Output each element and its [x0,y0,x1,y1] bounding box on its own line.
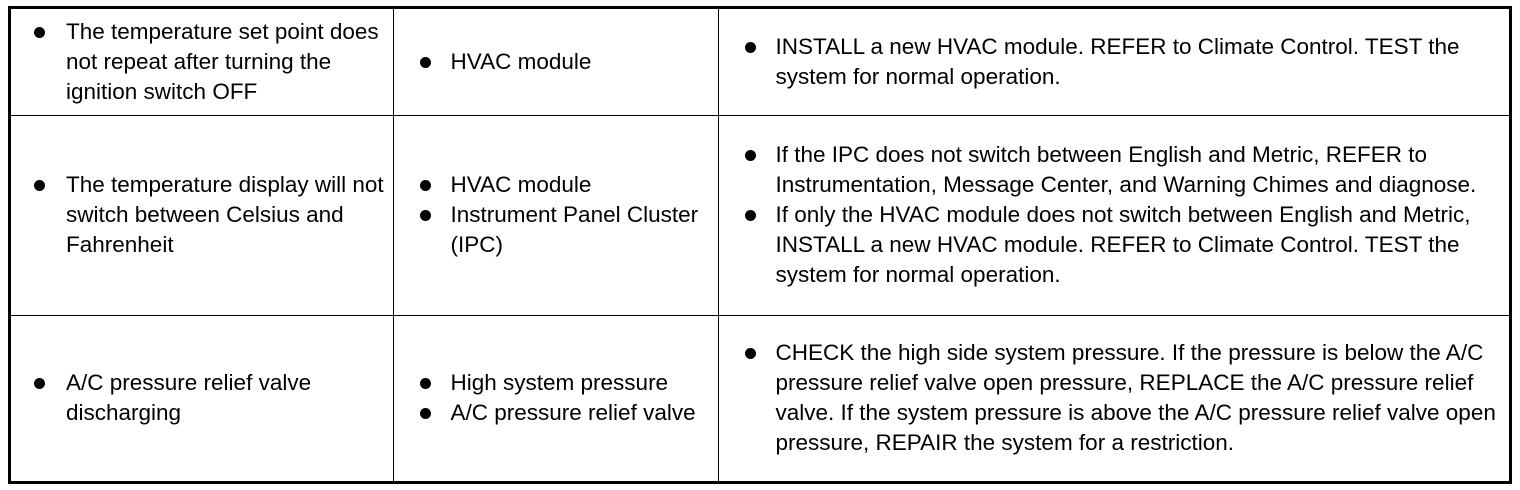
source-list [394,47,718,77]
condition-item [11,17,393,107]
condition-item [11,170,393,260]
condition-cell [11,315,393,481]
symptom-table [11,9,1509,481]
source-text: HVAC module [450,48,592,74]
action-item [719,338,1510,458]
source-item [394,398,718,428]
source-item [394,200,718,260]
table-row [11,115,1509,315]
bullet-icon [420,180,431,191]
action-cell [718,115,1509,315]
condition-text: The temperature set point does not repeat after turning the ignition switch OFF [66,18,379,104]
bullet-icon [34,378,45,389]
bullet-icon [420,210,431,221]
source-item [394,47,718,77]
action-text: INSTALL a new HVAC module. REFER to Climate Control. TEST the system for normal operation. [775,33,1460,89]
action-list [719,140,1510,290]
action-text: CHECK the high side system pressure. If the pressure is below the A/C pressure relief valve open pressure, REPLACE the A/C pressure relief valve. If the system pressure is above the A/C pressure relief valve open pressure, REPAIR the system for a restriction. [775,340,1496,456]
table-row [11,315,1509,481]
source-text: Instrument Panel Cluster (IPC) [450,202,699,257]
condition-item [11,368,393,428]
condition-list [11,368,393,428]
bullet-icon [420,57,431,68]
condition-text: A/C pressure relief valve discharging [66,370,312,426]
condition-cell [11,115,393,315]
bullet-icon [745,150,756,161]
source-item [394,170,718,200]
action-item [719,32,1510,92]
condition-cell [11,9,393,115]
bullet-icon [34,27,45,38]
source-list [394,170,718,260]
action-list [719,32,1510,92]
source-text: HVAC module [450,172,592,197]
bullet-icon [745,348,756,359]
bullet-icon [420,378,431,389]
action-list [719,338,1510,458]
action-item [719,200,1510,290]
bullet-icon [34,180,45,191]
bullet-icon [420,408,431,419]
condition-text: The temperature display will not switch between Celsius and Fahrenheit [66,172,384,257]
source-item [394,368,718,398]
action-item [719,140,1510,200]
condition-list [11,170,393,260]
source-cell [393,315,718,481]
source-list [394,368,718,428]
action-text: If the IPC does not switch between English and Metric, REFER to Instrumentation, Message Center, and Warning Chimes and diagnose. [775,142,1477,197]
symptom-chart-table [8,6,1512,484]
action-text: If only the HVAC module does not switch between English and Metric, INSTALL a new HVAC module. REFER to Climate Control. TEST the system for normal operation. [775,202,1471,287]
source-cell [393,9,718,115]
source-text: A/C pressure relief valve [450,400,696,426]
condition-list [11,17,393,107]
bullet-icon [745,42,756,53]
action-cell [718,9,1509,115]
source-cell [393,115,718,315]
bullet-icon [745,210,756,221]
table-row [11,9,1509,115]
action-cell [718,315,1509,481]
source-text: High system pressure [450,370,669,396]
